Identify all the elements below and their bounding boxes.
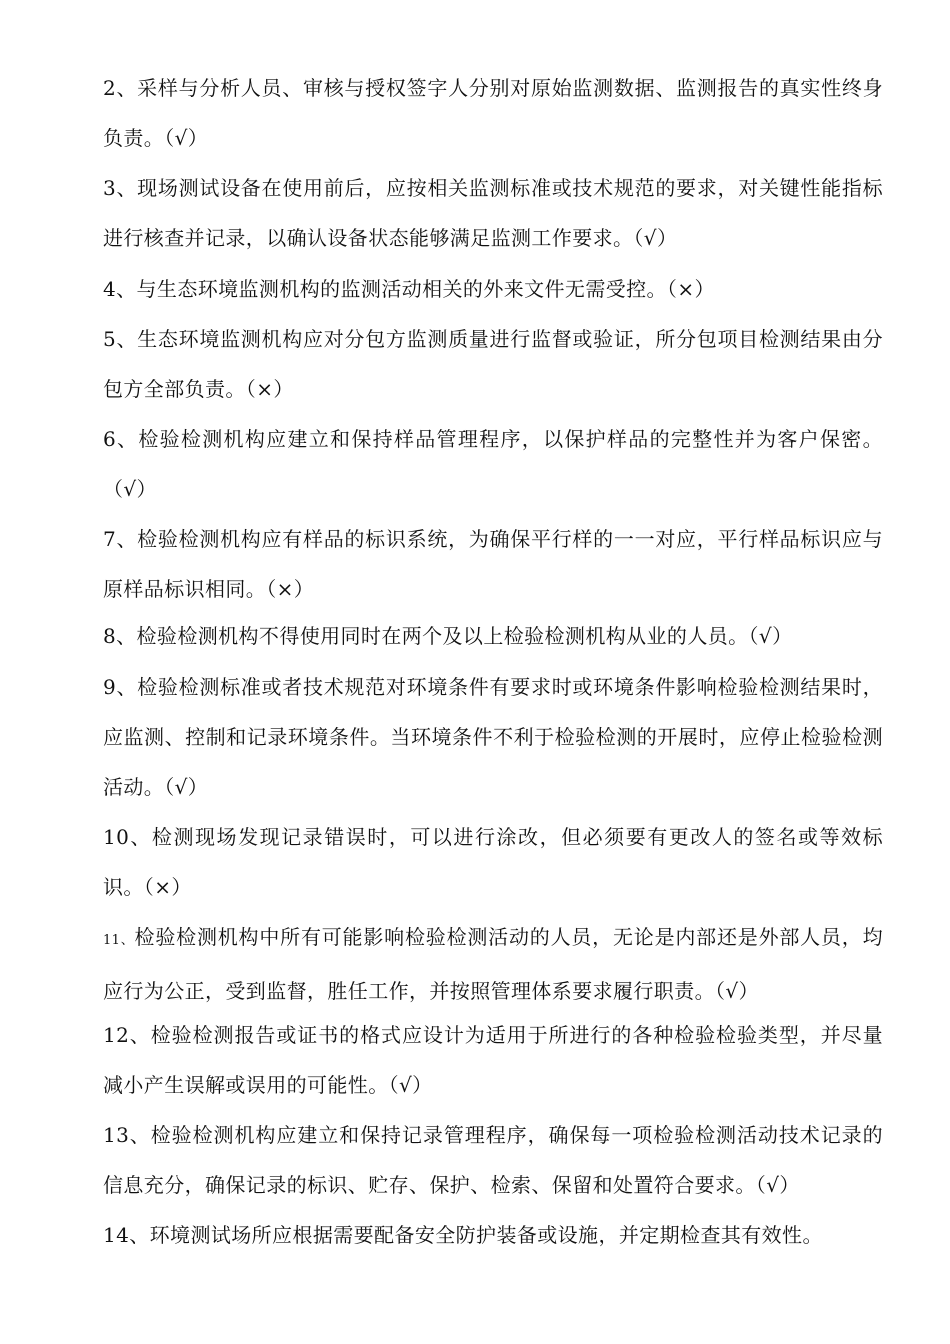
statement-7: 7、检验检测机构应有样品的标识系统，为确保平行样的一一对应，平行样品标识应与原样品标识相同。（×）	[103, 527, 883, 601]
statement-2: 2、采样与分析人员、审核与授权签字人分别对原始监测数据、监测报告的真实性终身负责。（√）	[103, 76, 883, 150]
statement-14: 14、环境测试场所应根据需要配备安全防护装备或设施，并定期检查其有效性。	[103, 1223, 823, 1247]
statement-11-number: 11、	[103, 933, 135, 948]
statement-10: 10、检测现场发现记录错误时，可以进行涂改，但必须要有更改人的签名或等效标识。（×）	[103, 825, 883, 899]
statement-4: 4、与生态环境监测机构的监测活动相关的外来文件无需受控。（×）	[103, 277, 715, 301]
statement-13: 13、检验检测机构应建立和保持记录管理程序，确保每一项检验检测活动技术记录的信息充分，确保记录的标识、贮存、保护、检索、保留和处置符合要求。（√）	[103, 1123, 883, 1197]
statement-3: 3、现场测试设备在使用前后，应按相关监测标准或技术规范的要求，对关键性能指标进行核查并记录，以确认设备状态能够满足监测工作要求。（√）	[103, 176, 883, 250]
statement-12: 12、检验检测报告或证书的格式应设计为适用于所进行的各种检验检验类型，并尽量减小产生误解或误用的可能性。（√）	[103, 1023, 883, 1097]
statement-6: 6、检验检测机构应建立和保持样品管理程序，以保护样品的完整性并为客户保密。（√）	[103, 427, 883, 501]
statement-5: 5、生态环境监测机构应对分包方监测质量进行监督或验证，所分包项目检测结果由分包方全部负责。（×）	[103, 327, 883, 401]
statement-11-text: 检验检测机构中所有可能影响检验检测活动的人员，无论是内部还是外部人员，均应行为公正，受到监督，胜任工作，并按照管理体系要求履行职责。（√）	[103, 925, 883, 1003]
statement-11	[103, 912, 883, 1016]
statement-8: 8、检验检测机构不得使用同时在两个及以上检验检测机构从业的人员。（√）	[103, 624, 793, 648]
statement-9: 9、检验检测标准或者技术规范对环境条件有要求时或环境条件影响检验检测结果时，应监测、控制和记录环境条件。当环境条件不利于检验检测的开展时，应停止检验检测活动。（√）	[103, 675, 883, 799]
